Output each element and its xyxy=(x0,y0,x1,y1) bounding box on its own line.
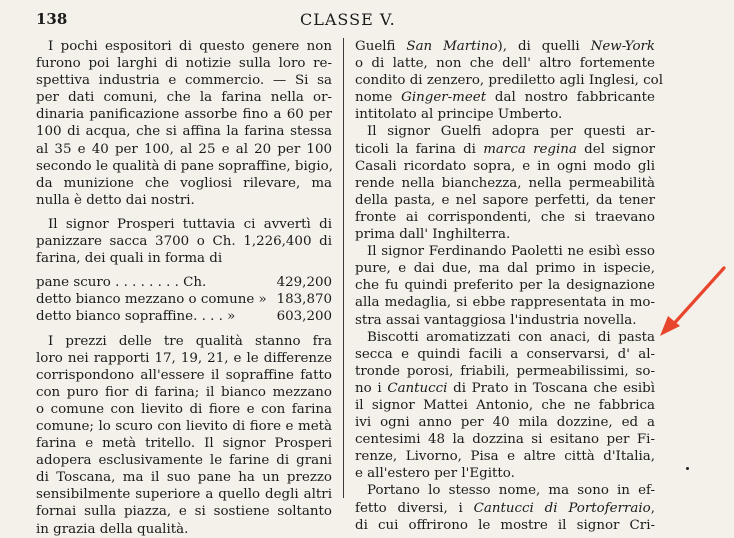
text-line: farina e metà tritello. Il signor Prosperi xyxy=(36,436,332,452)
paragraph-prosperi xyxy=(36,216,332,267)
paragraph-prices xyxy=(36,333,332,538)
text-line: 100 di acqua, che si affina la farina stessa xyxy=(36,124,332,140)
text-line: Il signor Ferdinando Paoletti ne esibì esso xyxy=(367,244,655,260)
text-line: nulla è detto dai nostri. xyxy=(36,192,195,208)
text-line: ticoli la farina di marca regina del signor xyxy=(355,141,655,157)
quantity-row xyxy=(36,274,332,291)
text-line: che fu quindi preferito per la designazione xyxy=(355,278,655,294)
text-line: furono poi larghi di notizie sulla loro re- xyxy=(36,56,332,72)
text-line: nome Ginger-meet dal nostro fabbricante xyxy=(355,90,655,106)
text-line: farina, dei quali in forma di xyxy=(36,251,223,267)
text-line: al 35 e 40 per 100, al 25 e al 20 per 100 xyxy=(36,141,332,157)
text-line: in grazia della qualità. xyxy=(36,521,189,537)
text-line: secca e quindi facili a conservarsi, d' al- xyxy=(355,346,655,362)
running-title: CLASSE V. xyxy=(300,10,396,29)
quantity-row xyxy=(36,308,332,325)
text-line: e all'estero per l'Egitto. xyxy=(355,466,515,482)
text-line: da munizione che vogliosi rilevare, ma xyxy=(36,175,332,191)
text-line: fronte ai corrispondenti, che si traevano xyxy=(355,209,655,225)
red-arrow-annotation xyxy=(656,262,734,342)
text-line: fetto diversi, i Cantucci di Portoferraio, xyxy=(355,500,655,516)
ink-speck xyxy=(686,467,689,470)
text-line: Guelfi San Martino), di quelli New-York xyxy=(355,39,656,54)
text-line: ivi ogni anno per 40 mila dozzine, ed a xyxy=(355,415,655,431)
text-line: I prezzi delle tre qualità stanno fra xyxy=(48,333,332,349)
text-line: sensibilmente superiore a quello degli altri xyxy=(36,487,332,503)
text-line: con puro fior di farina; il bianco mezzano xyxy=(36,384,332,400)
quantity-value: 183,870 xyxy=(276,292,332,308)
text-line: fornai sulla piazza, e si sostiene soltanto xyxy=(36,504,332,520)
text-line: I pochi espositori di questo genere non xyxy=(48,39,332,54)
text-line: di cui offrirono le mostre il signor Cri- xyxy=(355,517,655,533)
left-column xyxy=(36,38,332,538)
text-line: centesimi 48 la dozzina si esitano per Fi- xyxy=(355,432,655,448)
text-line: secondo le qualità di pane sopraffine, bigio, xyxy=(36,158,333,174)
text-line: rende nella bianchezza, nella permeabilità xyxy=(355,175,655,191)
text-line: intitolato al principe Umberto. xyxy=(355,107,563,123)
text-line: prima dall' Inghilterra. xyxy=(355,227,511,243)
text-line: corrispondono all'essere il sopraffine fatto xyxy=(36,367,332,383)
text-line: alla medaglia, si ebbe rappresentata in mo- xyxy=(355,295,655,311)
text-line: adopera esclusivamente le farine di grani xyxy=(36,453,332,469)
text-line: o di latte, non che dell' altro fortemente xyxy=(355,56,655,72)
page-number: 138 xyxy=(36,10,68,28)
text-line: il signor Mattei Antonio, che ne fabbrica xyxy=(355,397,655,413)
paragraph-intro xyxy=(36,38,332,209)
text-line: tronde porosi, friabili, permeabilissimi, so- xyxy=(355,363,655,379)
quantity-label: detto bianco mezzano o comune » xyxy=(36,292,267,308)
text-line: Portano lo stesso nome, ma sono in ef- xyxy=(367,483,655,499)
text-line: pure, e dai due, ma dal primo in ispecie, xyxy=(355,261,655,277)
text-line: per dati comuni, che la farina nella or- xyxy=(36,90,332,106)
text-line: stra assai vantaggiosa l'industria novella. xyxy=(355,312,637,328)
text-line: di Toscana, ma il suo pane ha un prezzo xyxy=(36,470,332,486)
quantity-row xyxy=(36,291,332,308)
text-line: dinaria panificazione assorbe fino a 60 per xyxy=(36,107,332,123)
text-line: della pasta, e nel sapore perfetti, da tener xyxy=(355,192,655,208)
text-line: panizzare sacca 3700 o Ch. 1,226,400 di xyxy=(36,234,332,250)
text-line: o comune con lievito di fiore e con farina xyxy=(36,401,332,417)
quantity-value: 603,200 xyxy=(276,309,332,325)
text-line: renze, Livorno, Pisa e altre città d'Italia, xyxy=(355,449,655,465)
text-line: comune; lo scuro con lievito di fiore e metà xyxy=(36,418,332,434)
quantity-value: 429,200 xyxy=(276,275,332,291)
right-column xyxy=(355,38,664,534)
column-divider xyxy=(343,38,344,498)
text-line: spettiva industria e commercio. — Si sa xyxy=(36,73,332,89)
text-line: Casali ricordato sopra, e in ogni modo gli xyxy=(355,158,655,174)
text-line: Biscotti aromatizzati con anaci, di pasta xyxy=(367,329,655,345)
text-line: Il signor Prosperi tuttavia ci avvertì di xyxy=(48,216,332,232)
text-line: no i Cantucci di Prato in Toscana che esibì xyxy=(355,380,655,396)
bread-quantities-list xyxy=(36,274,332,325)
text-line: condito di zenzero, prediletto agli Inglesi, col xyxy=(355,73,664,89)
text-line: loro nei rapporti 17, 19, 21, e le differenze xyxy=(36,350,332,366)
page-header xyxy=(0,6,734,30)
text-line: Il signor Guelfi adopra per questi ar- xyxy=(367,124,655,140)
quantity-label: detto bianco sopraffine. . . . » xyxy=(36,309,236,325)
quantity-label: pane scuro . . . . . . . . Ch. xyxy=(36,275,207,291)
